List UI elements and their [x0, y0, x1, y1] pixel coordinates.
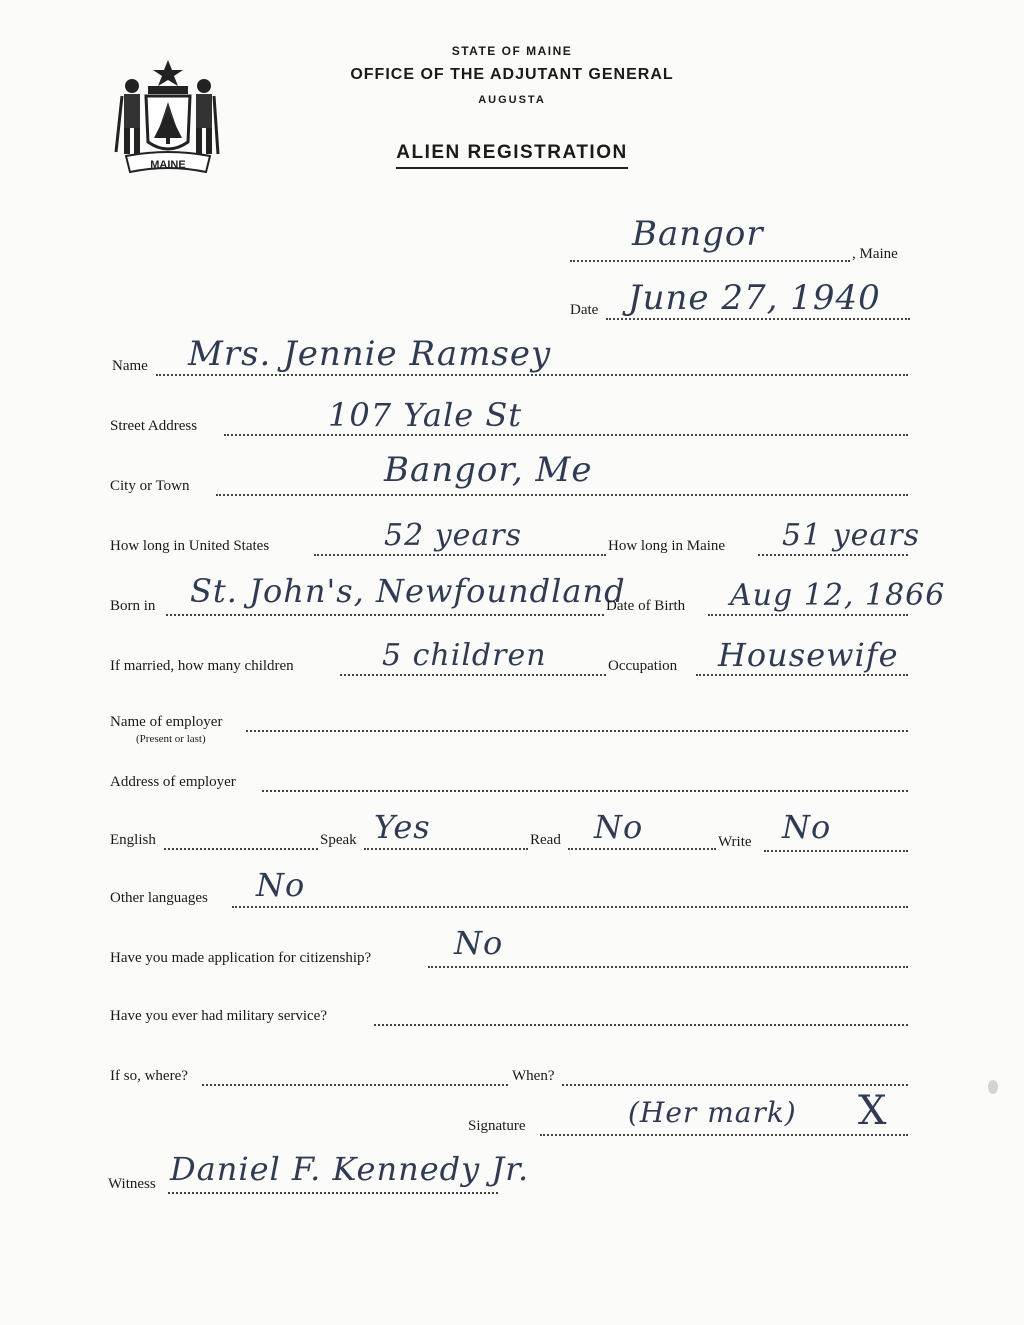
header-city: AUGUSTA — [478, 94, 546, 106]
citizenship-line — [428, 964, 908, 968]
signature-entry: (Her mark) — [628, 1096, 797, 1129]
write-entry: No — [782, 808, 832, 846]
children-entry: 5 children — [382, 638, 547, 673]
street-label: Street Address — [110, 418, 198, 434]
english-label: English — [110, 832, 156, 848]
signature-mark: X — [858, 1088, 888, 1134]
date-label: Date — [570, 302, 599, 318]
write-label: Write — [718, 834, 752, 850]
date-entry: June 27, 1940 — [628, 278, 881, 318]
write-line — [764, 848, 908, 852]
speak-label: Speak — [320, 832, 357, 848]
street-entry: 107 Yale St — [328, 396, 523, 434]
other-languages-entry: No — [256, 866, 306, 904]
citizenship-label: Have you made application for citizenship? — [110, 950, 372, 966]
street-line — [224, 432, 908, 436]
when-label: When? — [512, 1068, 555, 1084]
name-label: Name — [112, 358, 148, 374]
citizenship-entry: No — [454, 924, 504, 962]
how-long-us-entry: 52 years — [384, 518, 523, 553]
header-office: OFFICE OF THE ADJUTANT GENERAL — [350, 66, 674, 83]
how-long-maine-label: How long in Maine — [608, 538, 726, 554]
where-label: If so, where? — [110, 1068, 188, 1084]
employer-name-sublabel: (Present or last) — [136, 733, 206, 745]
maine-suffix: , Maine — [852, 246, 898, 262]
children-label: If married, how many children — [110, 658, 294, 674]
occupation-entry: Housewife — [718, 636, 899, 674]
when-line — [562, 1082, 908, 1086]
employer-address-label: Address of employer — [110, 774, 236, 790]
witness-entry: Daniel F. Kennedy Jr. — [170, 1150, 530, 1188]
name-entry: Mrs. Jennie Ramsey — [188, 334, 552, 374]
how-long-us-label: How long in United States — [110, 538, 270, 554]
signature-line — [540, 1132, 908, 1136]
born-in-line — [166, 612, 604, 616]
town-line — [570, 258, 850, 262]
english-line — [164, 846, 318, 850]
read-line — [568, 846, 716, 850]
signature-label: Signature — [468, 1118, 526, 1134]
how-long-maine-entry: 51 years — [782, 518, 921, 553]
city-entry: Bangor, Me — [384, 450, 593, 490]
read-label: Read — [530, 832, 561, 848]
military-label: Have you ever had military service? — [110, 1008, 327, 1024]
seal-banner-text: MAINE — [150, 159, 186, 171]
employer-address-line — [262, 788, 908, 792]
other-languages-line — [232, 904, 908, 908]
military-line — [374, 1022, 908, 1026]
witness-label: Witness — [108, 1176, 156, 1192]
form-title: ALIEN REGISTRATION — [396, 142, 627, 169]
where-line — [202, 1082, 508, 1086]
born-in-label: Born in — [110, 598, 156, 614]
witness-line — [168, 1190, 498, 1194]
dob-label: Date of Birth — [606, 598, 686, 614]
occupation-label: Occupation — [608, 658, 678, 674]
city-line — [216, 492, 908, 496]
city-label: City or Town — [110, 478, 190, 494]
paper-smudge — [988, 1080, 998, 1094]
maine-state-seal-icon — [112, 56, 224, 178]
employer-name-label: Name of employer — [110, 714, 223, 730]
read-entry: No — [594, 808, 644, 846]
header-state: STATE OF MAINE — [451, 44, 573, 58]
dob-entry: Aug 12, 1866 — [730, 578, 946, 613]
speak-entry: Yes — [374, 808, 431, 846]
born-in-entry: St. John's, Newfoundland — [190, 572, 626, 610]
other-languages-label: Other languages — [110, 890, 208, 906]
speak-line — [364, 846, 528, 850]
employer-name-line — [246, 728, 908, 732]
form-title-wrap — [300, 142, 724, 169]
town-entry: Bangor — [632, 214, 764, 254]
